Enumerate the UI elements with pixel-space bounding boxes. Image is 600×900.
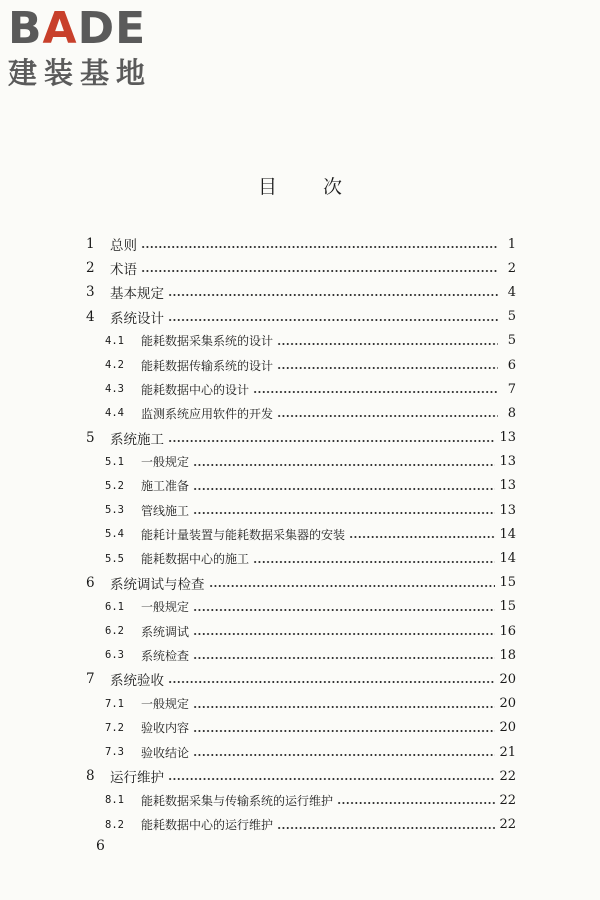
toc-entry-page: 13 [499, 478, 516, 494]
toc-entry-page: 22 [499, 817, 516, 833]
toc-leader-dots [168, 681, 495, 683]
toc-entry-number: 5.5 [105, 552, 124, 565]
toc-entry-page: 20 [499, 696, 516, 712]
toc-entry-number: 5.1 [105, 455, 124, 468]
toc-entry-number: 7.2 [105, 721, 124, 734]
page-title: 目次 [257, 176, 388, 198]
toc-entry-page: 16 [499, 623, 516, 639]
toc-leader-dots [193, 657, 495, 659]
toc-entry[interactable] [86, 667, 516, 691]
toc-subentry[interactable] [86, 377, 516, 401]
toc-leader-dots [141, 246, 498, 248]
toc-leader-dots [349, 536, 495, 538]
toc-entry-page: 5 [507, 309, 516, 325]
toc-leader-dots [253, 561, 495, 563]
toc-entry-label: 能耗数据采集与传输系统的运行维护 [141, 793, 334, 808]
toc-leader-dots [337, 802, 495, 804]
toc-subentry[interactable] [86, 474, 516, 498]
toc-subentry[interactable] [86, 498, 516, 522]
toc-subentry[interactable] [86, 740, 516, 764]
toc-entry-label: 能耗数据中心的施工 [141, 552, 250, 567]
toc-entry[interactable] [86, 280, 516, 304]
toc-entry-number: 3 [86, 284, 95, 301]
toc-entry-number: 4.2 [105, 359, 124, 372]
toc-entry-page: 6 [507, 357, 516, 373]
toc-leader-dots [277, 415, 498, 417]
toc-entry-label: 管线施工 [141, 503, 190, 518]
toc-entry-number: 2 [86, 260, 95, 277]
toc-leader-dots [168, 319, 498, 321]
toc-entry-number: 4.4 [105, 407, 124, 420]
toc-entry-number: 7.3 [105, 746, 124, 759]
toc-leader-dots [277, 827, 495, 829]
toc-entry-label: 系统调试与检查 [110, 576, 205, 593]
toc-entry-label: 总则 [110, 238, 137, 255]
toc-entry-label: 能耗数据采集系统的设计 [141, 334, 274, 349]
bade-logo [8, 4, 183, 96]
toc-entry[interactable] [86, 232, 516, 256]
toc-entry-label: 一般规定 [141, 697, 190, 712]
toc-subentry[interactable] [86, 716, 516, 740]
toc-subentry[interactable] [86, 353, 516, 377]
toc-subentry[interactable] [86, 401, 516, 425]
toc-entry-number: 4.1 [105, 334, 124, 347]
toc-entry-number: 6.2 [105, 625, 124, 638]
toc-subentry[interactable] [86, 619, 516, 643]
toc-entry-number: 7 [86, 671, 95, 688]
toc-entry-page: 1 [507, 236, 516, 252]
toc-entry-label: 系统验收 [110, 673, 164, 690]
toc-leader-dots [193, 706, 495, 708]
toc-leader-dots [193, 609, 495, 611]
toc-subentry[interactable] [86, 546, 516, 570]
toc-entry-number: 7.1 [105, 697, 124, 710]
toc-entry[interactable] [86, 305, 516, 329]
toc-subentry[interactable] [86, 595, 516, 619]
toc-entry-label: 基本规定 [110, 286, 164, 303]
toc-entry-label: 验收结论 [141, 745, 190, 760]
toc-entry-label: 施工准备 [141, 479, 190, 494]
toc-entry-number: 6.1 [105, 600, 124, 613]
toc-leader-dots [168, 294, 498, 296]
toc-leader-dots [141, 270, 498, 272]
toc-leader-dots [168, 440, 495, 442]
logo-letters: DE [77, 3, 147, 54]
toc-entry-label: 系统检查 [141, 648, 190, 663]
toc-entry-label: 系统调试 [141, 624, 190, 639]
toc-entry-page: 7 [507, 381, 516, 397]
toc-entry-number: 8 [86, 768, 95, 785]
toc-entry-label: 监测系统应用软件的开发 [141, 406, 274, 421]
toc-entry-label: 系统施工 [110, 431, 164, 448]
toc-entry-page: 15 [499, 575, 516, 591]
toc-entry-label: 运行维护 [110, 770, 164, 787]
toc-subentry[interactable] [86, 788, 516, 812]
toc-entry-label: 能耗数据传输系统的设计 [141, 358, 274, 373]
toc-entry-number: 6 [86, 574, 95, 591]
toc-entry-page: 21 [499, 744, 516, 760]
toc-entry-page: 14 [499, 526, 516, 542]
toc-subentry[interactable] [86, 450, 516, 474]
toc-entry-number: 4.3 [105, 383, 124, 396]
toc-entry[interactable] [86, 426, 516, 450]
toc-entry-page: 22 [499, 768, 516, 784]
toc-entry-number: 8.1 [105, 794, 124, 807]
toc-entry-page: 22 [499, 792, 516, 808]
toc-entry-number: 6.3 [105, 649, 124, 662]
toc-entry-label: 能耗数据中心的运行维护 [141, 818, 274, 833]
toc-entry-number: 5.4 [105, 528, 124, 541]
toc-entry-page: 18 [499, 647, 516, 663]
toc-entry-number: 4 [86, 308, 95, 325]
page-number: 6 [96, 838, 105, 854]
logo-wordmark [8, 4, 183, 54]
toc-leader-dots [209, 585, 496, 587]
toc-entry-number: 5 [86, 429, 95, 446]
logo-letter: B [8, 3, 43, 54]
toc-leader-dots [277, 343, 498, 345]
toc-entry-page: 4 [507, 284, 516, 300]
toc-entry-page: 20 [499, 671, 516, 687]
toc-entry-number: 1 [86, 236, 95, 253]
toc-leader-dots [277, 367, 498, 369]
logo-accent-letter: A [42, 3, 78, 54]
toc-entry-number: 5.2 [105, 479, 124, 492]
toc-entry-page: 13 [499, 430, 516, 446]
toc-subentry[interactable] [86, 329, 516, 353]
toc-leader-dots [168, 778, 495, 780]
toc-entry-page: 8 [507, 405, 516, 421]
toc-leader-dots [193, 754, 495, 756]
toc-subentry[interactable] [86, 643, 516, 667]
toc-leader-dots [193, 730, 495, 732]
toc-subentry[interactable] [86, 692, 516, 716]
toc-entry[interactable] [86, 571, 516, 595]
toc-entry[interactable] [86, 256, 516, 280]
toc-subentry[interactable] [86, 522, 516, 546]
toc-entry-page: 5 [507, 333, 516, 349]
toc-entry-page: 13 [499, 502, 516, 518]
toc-leader-dots [253, 391, 498, 393]
toc-leader-dots [193, 512, 495, 514]
toc-entry-page: 14 [499, 551, 516, 567]
toc-entry-label: 能耗数据中心的设计 [141, 382, 250, 397]
toc-leader-dots [193, 464, 495, 466]
toc-entry-number: 5.3 [105, 504, 124, 517]
toc-entry-page: 13 [499, 454, 516, 470]
toc-leader-dots [193, 488, 495, 490]
toc-leader-dots [193, 633, 495, 635]
toc-entry-page: 2 [507, 260, 516, 276]
toc-subentry[interactable] [86, 813, 516, 837]
toc-entry-label: 验收内容 [141, 721, 190, 736]
table-of-contents [86, 232, 516, 837]
toc-entry-number: 8.2 [105, 818, 124, 831]
toc-entry-label: 系统设计 [110, 310, 164, 327]
toc-entry-page: 15 [499, 599, 516, 615]
toc-entry-label: 一般规定 [141, 455, 190, 470]
toc-entry-label: 一般规定 [141, 600, 190, 615]
toc-entry-page: 20 [499, 720, 516, 736]
toc-entry-label: 能耗计量装置与能耗数据采集器的安装 [141, 527, 346, 542]
toc-entry[interactable] [86, 764, 516, 788]
toc-entry-label: 术语 [110, 262, 137, 279]
logo-subtitle: 建装基地 [8, 56, 153, 90]
